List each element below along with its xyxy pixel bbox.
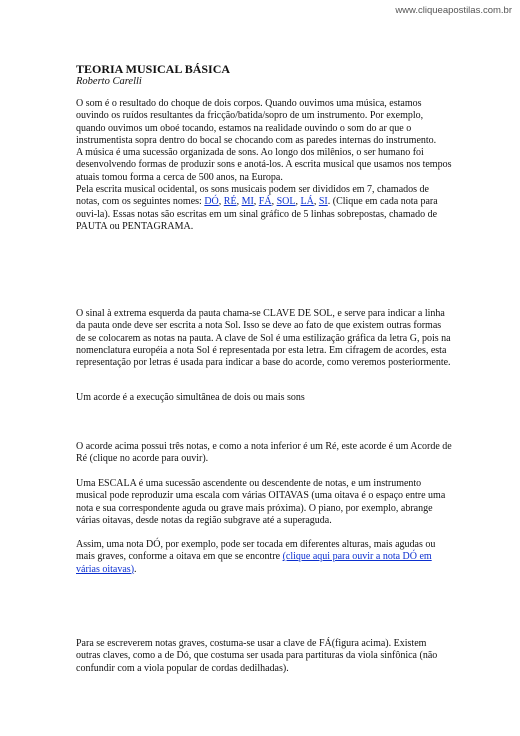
paragraph-chord: Um acorde é a execução simultânea de dois ou mais sons <box>76 392 305 403</box>
paragraph-sound: O som é o resultado do choque de dois corpos. Quando ouvimos uma música, estamos ouvindo os ruídos resultantes da fricção/batida/sopro de um instrumento. Por exemplo, quando ouvimos um oboé tocando, estamos na realidade ouvindo o som do ar que o instrumentista sopra dentro do bocal se chocando com as paredes internas do instrumento. <box>76 98 437 146</box>
intro-section <box>76 98 452 233</box>
note-link-mi[interactable]: MI <box>241 196 254 208</box>
site-url: www.cliqueapostilas.com.br <box>395 5 512 16</box>
paragraph-notes: Pela escrita musical ocidental, os sons musicais podem ser divididos em 7, chamados de notas, com os seguintes nomes: DÓ, RÉ, MI, FÁ, SOL, LÁ, SI. (Clique em cada nota para ouvi-la). Essas notas são escritas em um sinal gráfico de 5 linhas sobrepostas, chamado de PAUTA ou PENTAGRAMA. <box>76 184 438 232</box>
octaves-audio-link[interactable]: (clique aqui para ouvir a nota DÓ em várias oitavas) <box>76 551 432 575</box>
octaves-lead: Assim, uma nota DÓ, por exemplo, pode ser tocada em diferentes alturas, mais agudas ou mais graves, conforme a oitava em que se encontre <box>76 539 436 563</box>
document-title: TEORIA MUSICAL BÁSICA <box>76 62 231 76</box>
note-link-la[interactable]: LÁ <box>300 196 314 208</box>
note-link-do[interactable]: DÓ <box>204 196 219 208</box>
note-link-sol[interactable]: SOL <box>276 196 296 208</box>
octaves-tail: . <box>134 563 137 575</box>
paragraph-octaves <box>76 539 452 576</box>
note-link-fa[interactable]: FÁ <box>258 196 272 208</box>
paragraph-music: A música é uma sucessão organizada de sons. Ao longo dos milênios, o ser humano foi desenvolvendo formas de produzir sons e anotá-los. A escrita musical que usamos nos tempos atuais tomou forma a cerca de 500 anos, na Europa. <box>76 147 452 183</box>
paragraph-d-chord: O acorde acima possui três notas, e como a nota inferior é um Ré, este acorde é um Acorde de Ré (clique no acorde para ouvir). <box>76 441 452 465</box>
note-link-re[interactable]: RÉ <box>223 196 237 208</box>
paragraph-fa-clef: Para se escreverem notas graves, costuma-se usar a clave de FÁ(figura acima). Existem outras claves, como a de Dó, que costuma ser usada para partituras da viola sinfônica (não confundir com a viola popular de cordas dedilhadas). <box>76 638 438 674</box>
document-author: Roberto Carelli <box>76 76 142 87</box>
note-link-si[interactable]: SI <box>318 196 328 208</box>
paragraph-scale: Uma ESCALA é uma sucessão ascendente ou descendente de notas, e um instrumento musical pode reproduzir uma escala com várias OITAVAS (uma oitava é o espaço entre uma nota e sua correspondente aguda ou grave mais próxima). O piano, por exemplo, abrange várias oitavas, desde notas da região subgrave até a superaguda. <box>76 478 446 526</box>
notes-tail: . (Clique em cada nota para ouvi-la). Essas notas são escritas em um sinal gráfico de 5 linhas sobrepostas, chamado de PAUTA ou PENTAGRAMA. <box>76 196 438 232</box>
paragraph-clef: O sinal à extrema esquerda da pauta chama-se CLAVE DE SOL, e serve para indicar a linha da pauta onde deve ser escrita a nota Sol. Isso se deve ao fato de que existem outras formas de se colocarem as notas na pauta. A clave de Sol é uma estilização gráfica da letra G, pois na nomenclatura européia a nota Sol é representada por esta letra. Em cifragem de acordes, esta representação por letras é usada para indicar a base do acorde, como veremos posteriormente. <box>76 308 451 369</box>
notes-lead: Pela escrita musical ocidental, os sons musicais podem ser divididos em 7, chamados de notas, com os seguintes nomes: <box>76 184 429 208</box>
